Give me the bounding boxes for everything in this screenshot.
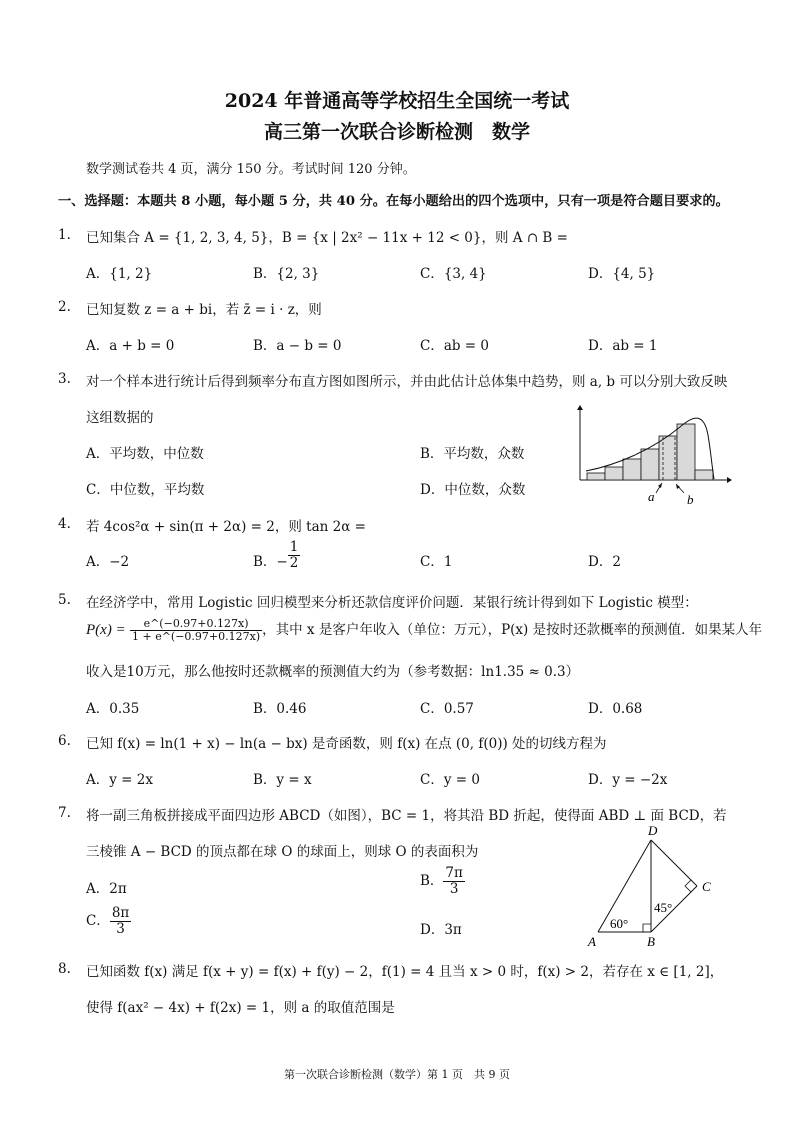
q7-number: 7.: [58, 805, 71, 821]
fraction-denominator: 1 + e^(−0.97+0.127x): [131, 630, 261, 644]
q5-option-d[interactable]: D．0.68: [588, 701, 643, 717]
q5-formula-fraction: [130, 618, 262, 643]
q4-option-b-sign: −: [276, 554, 288, 570]
q2-text: 已知复数 z = a + bi，若 z̄ = i · z，则: [86, 302, 322, 318]
section-heading: 一、选择题：本题共 8 小题，每小题 5 分，共 40 分。在每小题给出的四个选项中，只有一项是符合题目要求的。: [58, 194, 729, 209]
y-axis-arrow: [577, 405, 583, 410]
q5-formula-left: P(x) =: [86, 622, 126, 639]
q7-option-b[interactable]: [420, 866, 465, 897]
hist-bar: [641, 449, 659, 480]
intro-text: 数学测试卷共 4 页，满分 150 分。考试时间 120 分钟。: [86, 162, 416, 177]
hist-bar: [605, 467, 623, 480]
q8-text-line1: 已知函数 f(x) 满足 f(x + y) = f(x) + f(y) − 2，f(1) = 4 且当 x > 0 时，f(x) > 2，若存在 x ∈ [1, 2]，: [86, 964, 724, 980]
page-footer: 第一次联合诊断检测（数学）第 1 页 共 9 页: [284, 1068, 510, 1081]
hist-bar: [623, 459, 641, 480]
hist-bar: [587, 473, 605, 480]
x-axis-arrow: [727, 477, 732, 483]
q7-option-c-fraction: [110, 906, 131, 937]
q4-option-b[interactable]: [253, 539, 300, 571]
q6-option-d[interactable]: D．y = −2x: [588, 772, 668, 788]
q4-text: 若 4cos²α + sin(π + 2α) = 2，则 tan 2α =: [86, 519, 366, 535]
q2-option-c[interactable]: C．ab = 0: [420, 338, 490, 354]
angle-60-label: 60°: [610, 916, 629, 931]
fraction-denominator: 2: [289, 555, 299, 571]
q3-text-line1: 对一个样本进行统计后得到频率分布直方图如图所示，并由此估计总体集中趋势，则 a, b 可以分别大致反映: [86, 374, 728, 390]
edge-DC: [651, 840, 697, 886]
hist-bar: [659, 436, 677, 480]
vertex-A-label: A: [588, 934, 596, 949]
exam-title: 2024 年普通高等学校招生全国统一考试: [224, 90, 570, 112]
q2-option-d[interactable]: D．ab = 1: [588, 338, 658, 354]
fraction-numerator: e^(−0.97+0.127x): [130, 618, 262, 631]
hist-bar: [677, 424, 695, 480]
q1-number: 1.: [58, 227, 71, 243]
q7-option-a[interactable]: A．2π: [86, 881, 127, 897]
label-b: b: [687, 492, 694, 507]
q4-option-b-prefix: B．: [253, 554, 277, 570]
q4-option-b-fraction: [288, 540, 301, 571]
q7-option-d[interactable]: D．3π: [420, 922, 462, 938]
q7-option-b-prefix: B．: [420, 872, 444, 889]
label-a: a: [648, 489, 655, 504]
q4-number: 4.: [58, 516, 71, 532]
q5-text-line2: [86, 618, 762, 643]
q8-number: 8.: [58, 961, 71, 977]
q7-text-line1: 将一副三角板拼接成平面四边形 ABCD（如图），BC = 1，将其沿 BD 折起，使得面 ABD ⊥ 面 BCD，若: [86, 808, 727, 824]
right-angle-C: [685, 880, 691, 892]
q5-text-line1: 在经济学中，常用 Logistic 回归模型来分析还款信度评价问题．某银行统计得到如下 Logistic 模型：: [86, 595, 698, 611]
q7-quadrilateral-figure: [584, 822, 720, 950]
q2-option-b[interactable]: B．a − b = 0: [253, 338, 342, 354]
q6-option-c[interactable]: C．y = 0: [420, 772, 480, 788]
fraction-denominator: 3: [116, 920, 125, 937]
q5-text-line3: 收入是10万元，那么他按时还款概率的预测值大约为（参考数据：ln1.35 ≈ 0.3）: [86, 664, 580, 680]
q2-number: 2.: [58, 299, 71, 315]
pointer-a-head: [658, 483, 662, 488]
angle-45-label: 45°: [654, 900, 673, 915]
fraction-denominator: 3: [449, 880, 459, 897]
q1-option-d[interactable]: D．{4, 5}: [588, 266, 656, 282]
fraction-numerator: 8π: [111, 905, 130, 921]
q7-option-c-prefix: C．: [86, 912, 110, 929]
q6-option-b[interactable]: B．y = x: [253, 772, 312, 788]
exam-subtitle: 高三第一次联合诊断检测 数学: [263, 121, 530, 143]
q4-option-d[interactable]: D．2: [588, 554, 621, 570]
q5-text-line2-tail: ，其中 x 是客户年收入（单位：万元），P(x) 是按时还款概率的预测值．如果某人年: [262, 622, 763, 639]
q6-text: 已知 f(x) = ln(1 + x) − ln(a − bx) 是奇函数，则 f(x) 在点 (0, f(0)) 处的切线方程为: [86, 736, 607, 752]
right-angle-B: [643, 924, 651, 932]
q2-option-a[interactable]: A．a + b = 0: [86, 338, 175, 354]
q7-text-line2: 三棱锥 A − BCD 的顶点都在球 O 的球面上，则球 O 的表面积为: [86, 844, 479, 860]
fraction-numerator: 7π: [445, 865, 463, 881]
vertex-B-label: B: [647, 934, 655, 949]
q3-option-c[interactable]: C．中位数，平均数: [86, 482, 205, 498]
q3-histogram-figure: [572, 405, 732, 507]
q7-option-c[interactable]: [86, 906, 131, 937]
q5-number: 5.: [58, 592, 71, 608]
q3-option-b[interactable]: B．平均数，众数: [420, 446, 525, 462]
q6-option-a[interactable]: A．y = 2x: [86, 772, 153, 788]
q3-option-d[interactable]: D．中位数，众数: [420, 482, 526, 498]
q5-option-c[interactable]: C．0.57: [420, 701, 474, 717]
q5-option-b[interactable]: B．0.46: [253, 701, 307, 717]
q1-option-b[interactable]: B．{2, 3}: [253, 266, 320, 282]
q3-text-line2: 这组数据的: [86, 410, 154, 426]
vertex-D-label: D: [648, 823, 658, 838]
q8-text-line2: 使得 f(ax² − 4x) + f(2x) = 1，则 a 的取值范围是: [86, 1000, 395, 1016]
hist-bar: [695, 470, 713, 480]
fraction-numerator: 1: [289, 539, 299, 556]
vertex-C-label: C: [702, 879, 711, 894]
q1-option-a[interactable]: A．{1, 2}: [86, 266, 153, 282]
q5-option-a[interactable]: A．0.35: [86, 701, 140, 717]
q3-option-a[interactable]: A．平均数，中位数: [86, 446, 204, 462]
q7-option-b-fraction: [443, 866, 464, 897]
q1-text: 已知集合 A = {1, 2, 3, 4, 5}，B = {x | 2x² − 11x + 12 < 0}，则 A ∩ B =: [86, 230, 568, 246]
q6-number: 6.: [58, 733, 71, 749]
q4-option-c[interactable]: C．1: [420, 554, 453, 570]
q3-number: 3.: [58, 371, 71, 387]
q4-option-a[interactable]: A．−2: [86, 554, 130, 570]
q1-option-c[interactable]: C．{3, 4}: [420, 266, 487, 282]
